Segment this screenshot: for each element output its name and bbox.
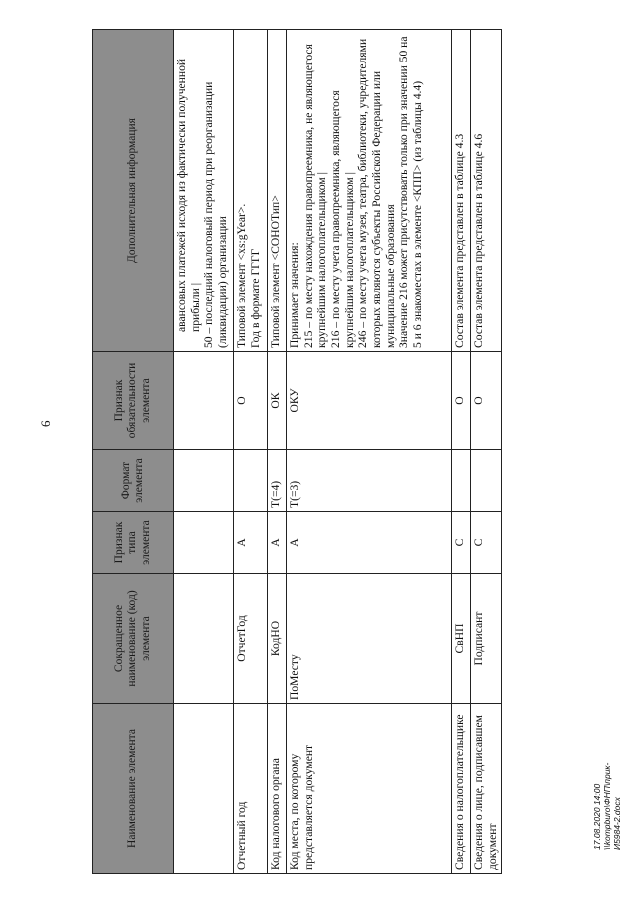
info-line: Значение 216 может присутствовать только при значении 50 на 5 и 6 знакоместах в элементе <КПП> (из таблицы 4.4)	[397, 36, 425, 348]
info-line: Состав элемента представлен в таблице 4.3	[453, 133, 466, 348]
info-line: Год в формате ГГГГ	[248, 248, 262, 348]
cell-required: О	[234, 352, 268, 450]
cell-code: ПоМесту	[287, 574, 452, 704]
info-line: 216 – по месту учета правопреемника, являющегося крупнейшим налогоплательщиком |	[329, 90, 356, 348]
cell-name	[174, 704, 234, 874]
header-element-type: Признак типа элемента	[93, 512, 174, 574]
cell-info	[268, 30, 287, 352]
cell-code: КодНО	[268, 574, 287, 704]
info-line: авансовых платежей исходя из фактически полученной прибыли |	[175, 58, 202, 332]
cell-type	[174, 512, 234, 574]
cell-format	[452, 450, 471, 512]
cell-name: Сведения о налогоплательщике	[452, 704, 471, 874]
page-number: 6	[38, 420, 53, 427]
cell-required: ОК	[268, 352, 287, 450]
info-line: 50 – последний налоговый период при реорганизации (ликвидации) организации	[202, 81, 230, 348]
cell-info	[234, 30, 268, 352]
cell-info	[287, 30, 452, 352]
table-header-row	[93, 30, 174, 874]
cell-required: О	[452, 352, 471, 450]
info-line: Типовой элемент <xs:gYear>.	[235, 203, 248, 348]
table-row	[174, 30, 234, 874]
cell-required	[174, 352, 234, 450]
cell-type: А	[234, 512, 268, 574]
cell-info	[471, 30, 502, 352]
header-element-format: Формат элемента	[93, 450, 174, 512]
footer-timestamp: 17.08.2020 14:00	[592, 783, 602, 850]
header-element-name: Наименование элемента	[93, 704, 174, 874]
info-line: 246 – по месту учета музея, театра, библиотеки, учредителями которых являются субъекты Российской Федерации или муниципальные образования	[356, 38, 397, 348]
cell-name: Отчетный год	[234, 704, 268, 874]
table-row	[234, 30, 268, 874]
cell-required: ОКУ	[287, 352, 452, 450]
cell-info	[452, 30, 471, 352]
cell-code: ОтчетГод	[234, 574, 268, 704]
info-line: Типовой элемент <СОНОТип>	[269, 195, 282, 348]
cell-type: А	[268, 512, 287, 574]
info-line: 215 – по месту нахождения правопреемника, не являющегося крупнейшим налогоплательщиком |	[301, 44, 329, 348]
cell-format	[471, 450, 502, 512]
cell-required: О	[471, 352, 502, 450]
cell-format	[234, 450, 268, 512]
header-element-code: Сокращенное наименование (код) элемента	[93, 574, 174, 704]
table-row	[287, 30, 452, 874]
file-footer	[592, 763, 623, 850]
cell-type: А	[287, 512, 452, 574]
cell-code	[174, 574, 234, 704]
header-additional-info: Дополнительная информация	[93, 30, 174, 352]
cell-type: С	[452, 512, 471, 574]
info-line: Принимает значения:	[288, 242, 301, 348]
cell-type: С	[471, 512, 502, 574]
info-line: Состав элемента представлен в таблице 4.6	[472, 133, 485, 348]
cell-info	[174, 30, 234, 352]
table-row	[452, 30, 471, 874]
footer-file-path: \\kompburo\ФНП\прик-И5984-2.docx	[602, 762, 623, 850]
cell-format: T(=3)	[287, 450, 452, 512]
cell-name: Сведения о лице, подписавшем документ	[471, 704, 502, 874]
cell-code: СвНП	[452, 574, 471, 704]
cell-format: T(=4)	[268, 450, 287, 512]
cell-code: Подписант	[471, 574, 502, 704]
cell-format	[174, 450, 234, 512]
header-element-required: Признак обязательности элемента	[93, 352, 174, 450]
elements-table	[92, 29, 502, 874]
table-row	[268, 30, 287, 874]
table-row	[471, 30, 502, 874]
cell-name: Код места, по которому представляется документ	[287, 704, 452, 874]
cell-name: Код налогового органа	[268, 704, 287, 874]
